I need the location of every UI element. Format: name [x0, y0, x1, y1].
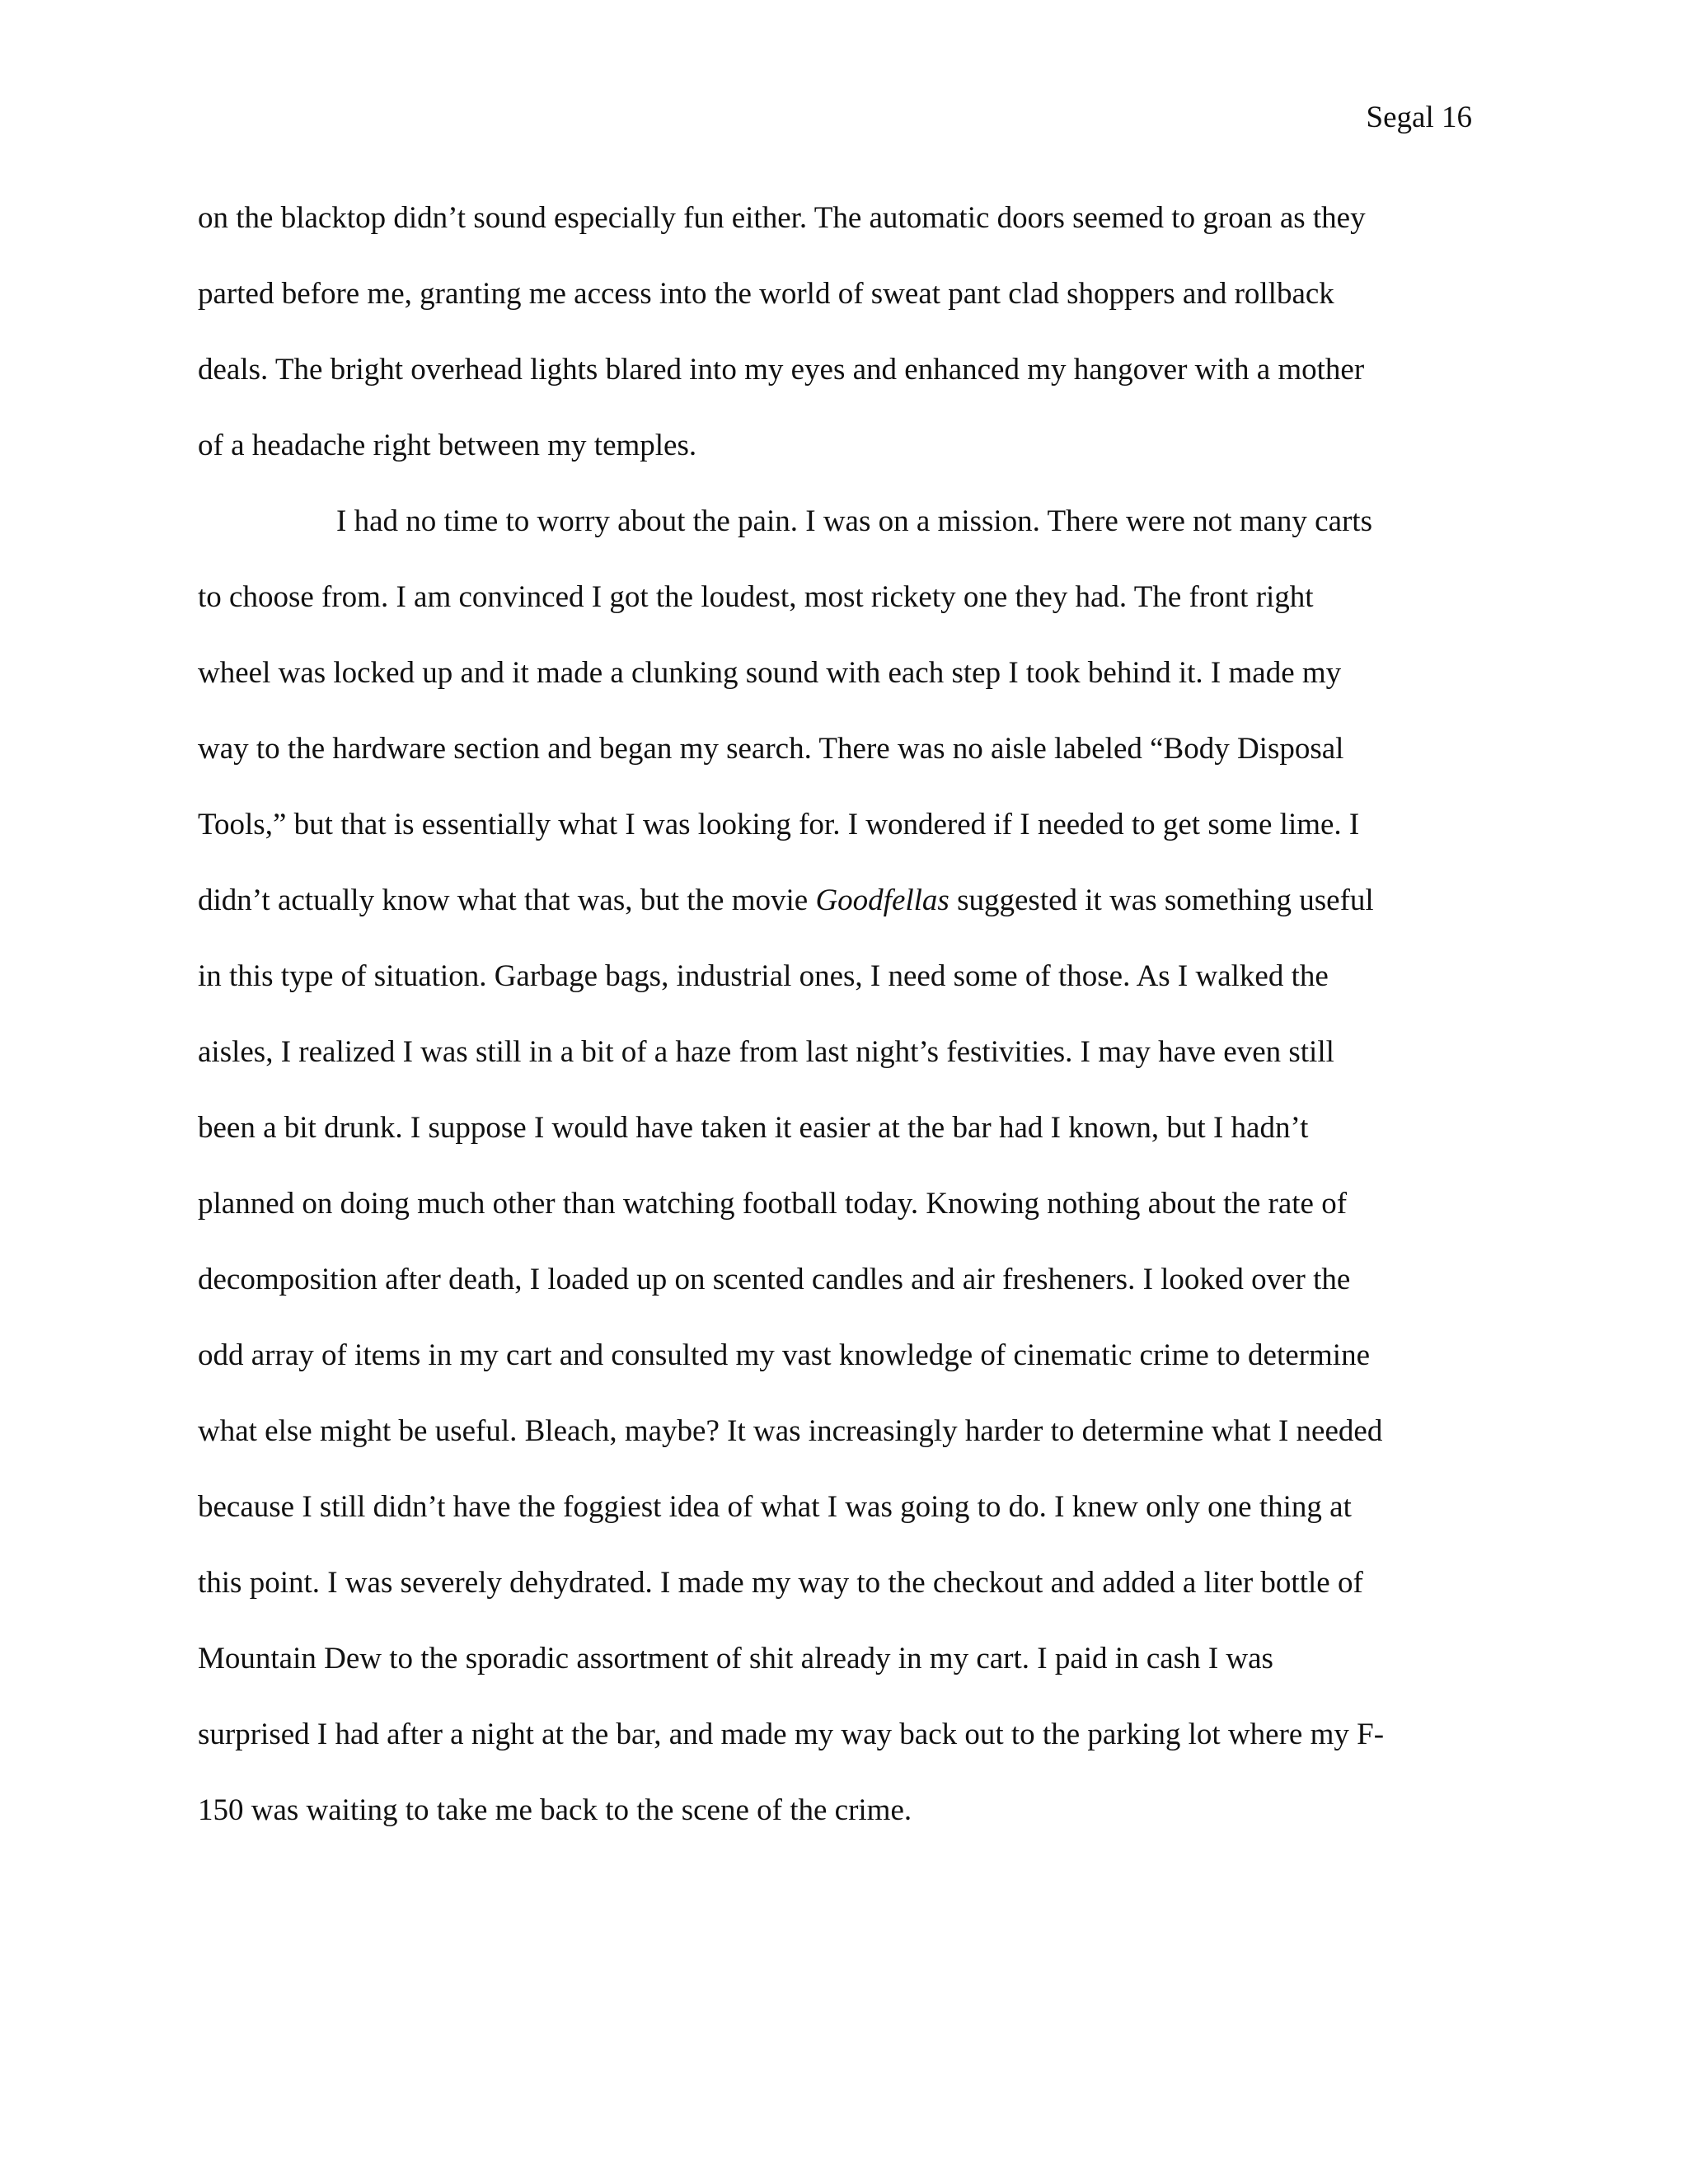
body-text: [198, 198, 1500, 1866]
text-line: Mountain Dew to the sporadic assortment of shit already in my cart. I paid in cash I was: [198, 1642, 1273, 1675]
text-line: 150 was waiting to take me back to the scene of the crime.: [198, 1793, 912, 1827]
text-line: of a headache right between my temples.: [198, 429, 697, 462]
text-line: parted before me, granting me access into the world of sweat pant clad shoppers and rollback: [198, 277, 1334, 311]
text-line: what else might be useful. Bleach, maybe? It was increasingly harder to determine what I needed: [198, 1414, 1383, 1448]
text-line-indented: I had no time to worry about the pain. I was on a mission. There were not many carts: [336, 504, 1372, 538]
text-line: Tools,” but that is essentially what I was looking for. I wondered if I needed to get some lime. I: [198, 808, 1360, 841]
text-line: this point. I was severely dehydrated. I made my way to the checkout and added a liter bottle of: [198, 1566, 1363, 1600]
text-line: been a bit drunk. I suppose I would have taken it easier at the bar had I known, but I hadn’t: [198, 1111, 1309, 1145]
text-line: way to the hardware section and began my search. There was no aisle labeled “Body Disposal: [198, 732, 1344, 766]
text-line: on the blacktop didn’t sound especially fun either. The automatic doors seemed to groan as they: [198, 201, 1366, 235]
text-line: surprised I had after a night at the bar, and made my way back out to the parking lot where my F-: [198, 1718, 1385, 1751]
text-segment: didn’t actually know what that was, but the movie: [198, 883, 816, 917]
text-line: aisles, I realized I was still in a bit of a haze from last night’s festivities. I may have even still: [198, 1035, 1334, 1069]
text-line-with-italic: [198, 880, 1500, 956]
paragraph-1: [198, 198, 1500, 501]
text-line: odd array of items in my cart and consulted my vast knowledge of cinematic crime to determine: [198, 1338, 1370, 1372]
text-line: in this type of situation. Garbage bags, industrial ones, I need some of those. As I walked the: [198, 959, 1329, 993]
text-line: wheel was locked up and it made a clunking sound with each step I took behind it. I made my: [198, 656, 1342, 690]
text-line: decomposition after death, I loaded up on scented candles and air fresheners. I looked over the: [198, 1263, 1351, 1296]
text-line: to choose from. I am convinced I got the loudest, most rickety one they had. The front right: [198, 580, 1314, 614]
text-line: planned on doing much other than watching football today. Knowing nothing about the rate of: [198, 1187, 1348, 1221]
movie-title: Goodfellas: [815, 883, 950, 917]
text-segment: suggested it was something useful: [949, 883, 1374, 917]
running-head: Segal 16: [1366, 101, 1472, 134]
text-line: deals. The bright overhead lights blared into my eyes and enhanced my hangover with a mother: [198, 353, 1365, 387]
paragraph-2: [198, 501, 1500, 1866]
text-line: because I still didn’t have the foggiest idea of what I was going to do. I knew only one thing at: [198, 1490, 1352, 1524]
